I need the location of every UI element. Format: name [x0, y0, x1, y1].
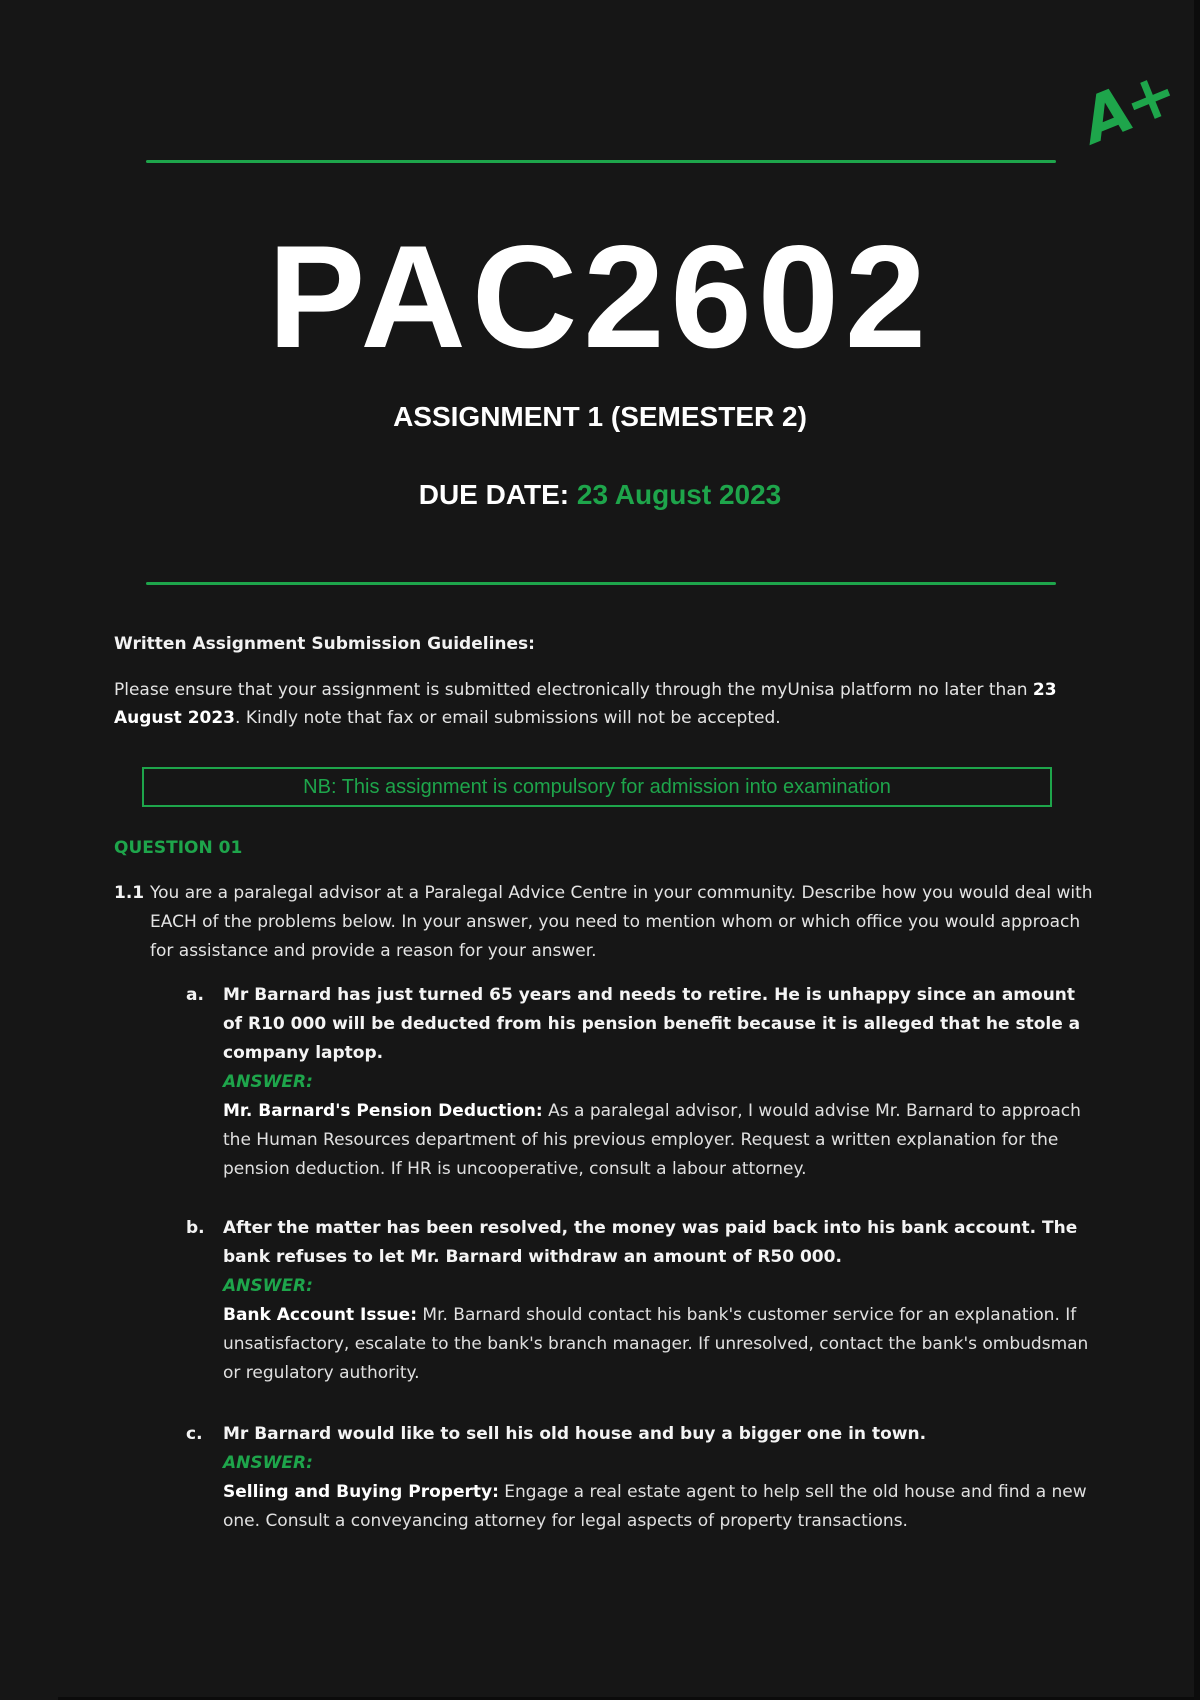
part-letter: a. [186, 985, 204, 1005]
question-text: You are a paralegal advisor at a Paralegal Advice Centre in your community. Describe how you would deal with EACH of the problems below. In your answer, you need to mention whom or which office you would approach for assistance and provide a reason for your answer. [150, 883, 1093, 961]
answer-text [223, 1478, 1093, 1536]
guidelines-text-before: Please ensure that your assignment is submitted electronically through the myUnisa platform no later than [114, 680, 1033, 700]
part-prompt: Mr Barnard has just turned 65 years and needs to retire. He is unhappy since an amount of R10 000 will be deducted from his pension benefit because it is alleged that he stole a company laptop. [223, 985, 1081, 1063]
answer-text [223, 1301, 1093, 1388]
answer-label: ANSWER: [223, 1072, 313, 1092]
question-part-a [186, 981, 1086, 1184]
guidelines-text [114, 676, 1099, 732]
guidelines-date: 23 August 2023 [114, 680, 1057, 728]
question-part-c [186, 1420, 1086, 1536]
question-number: 1.1 [114, 883, 145, 903]
guidelines-text-after: . Kindly note that fax or email submissions will not be accepted. [235, 708, 781, 728]
answer-body: As a paralegal advisor, I would advise Mr. Barnard to approach the Human Resources department of his previous employer. Request a written explanation for the pension deduction. If HR is uncooperative, consult a labour attorney. [223, 1101, 1081, 1179]
answer-title: Bank Account Issue: [223, 1305, 417, 1325]
question-part-b [186, 1214, 1089, 1388]
course-code: PAC2602 [267, 215, 933, 378]
answer-title: Mr. Barnard's Pension Deduction: [223, 1101, 543, 1121]
top-divider [146, 160, 1056, 163]
due-date-value: 23 August 2023 [576, 479, 782, 510]
answer-body: Engage a real estate agent to help sell the old house and find a new one. Consult a conveyancing attorney for legal aspects of property transactions. [223, 1482, 1087, 1531]
assignment-title: ASSIGNMENT 1 (SEMESTER 2) [393, 401, 807, 432]
grade-mark: A+ [1071, 55, 1185, 158]
answer-label: ANSWER: [223, 1276, 313, 1296]
answer-title: Selling and Buying Property: [223, 1482, 499, 1502]
due-date-label: DUE DATE: [418, 479, 570, 510]
answer-label: ANSWER: [223, 1453, 313, 1473]
part-prompt: Mr Barnard would like to sell his old house and buy a bigger one in town. [223, 1424, 927, 1444]
answer-text [223, 1097, 1093, 1184]
guidelines-heading: Written Assignment Submission Guidelines: [114, 634, 535, 654]
part-letter: b. [186, 1218, 205, 1238]
nb-notice: NB: This assignment is compulsory for admission into examination [142, 767, 1052, 807]
due-date [0, 478, 1200, 512]
bottom-divider [146, 582, 1056, 585]
part-letter: c. [186, 1424, 203, 1444]
question-heading: QUESTION 01 [114, 838, 243, 858]
answer-body: Mr. Barnard should contact his bank's customer service for an explanation. If unsatisfactory, escalate to the bank's branch manager. If unresolved, contact the bank's ombudsman or regulatory authority. [223, 1305, 1089, 1383]
part-prompt: After the matter has been resolved, the money was paid back into his bank account. The bank refuses to let Mr. Barnard withdraw an amount of R50 000. [223, 1218, 1078, 1267]
